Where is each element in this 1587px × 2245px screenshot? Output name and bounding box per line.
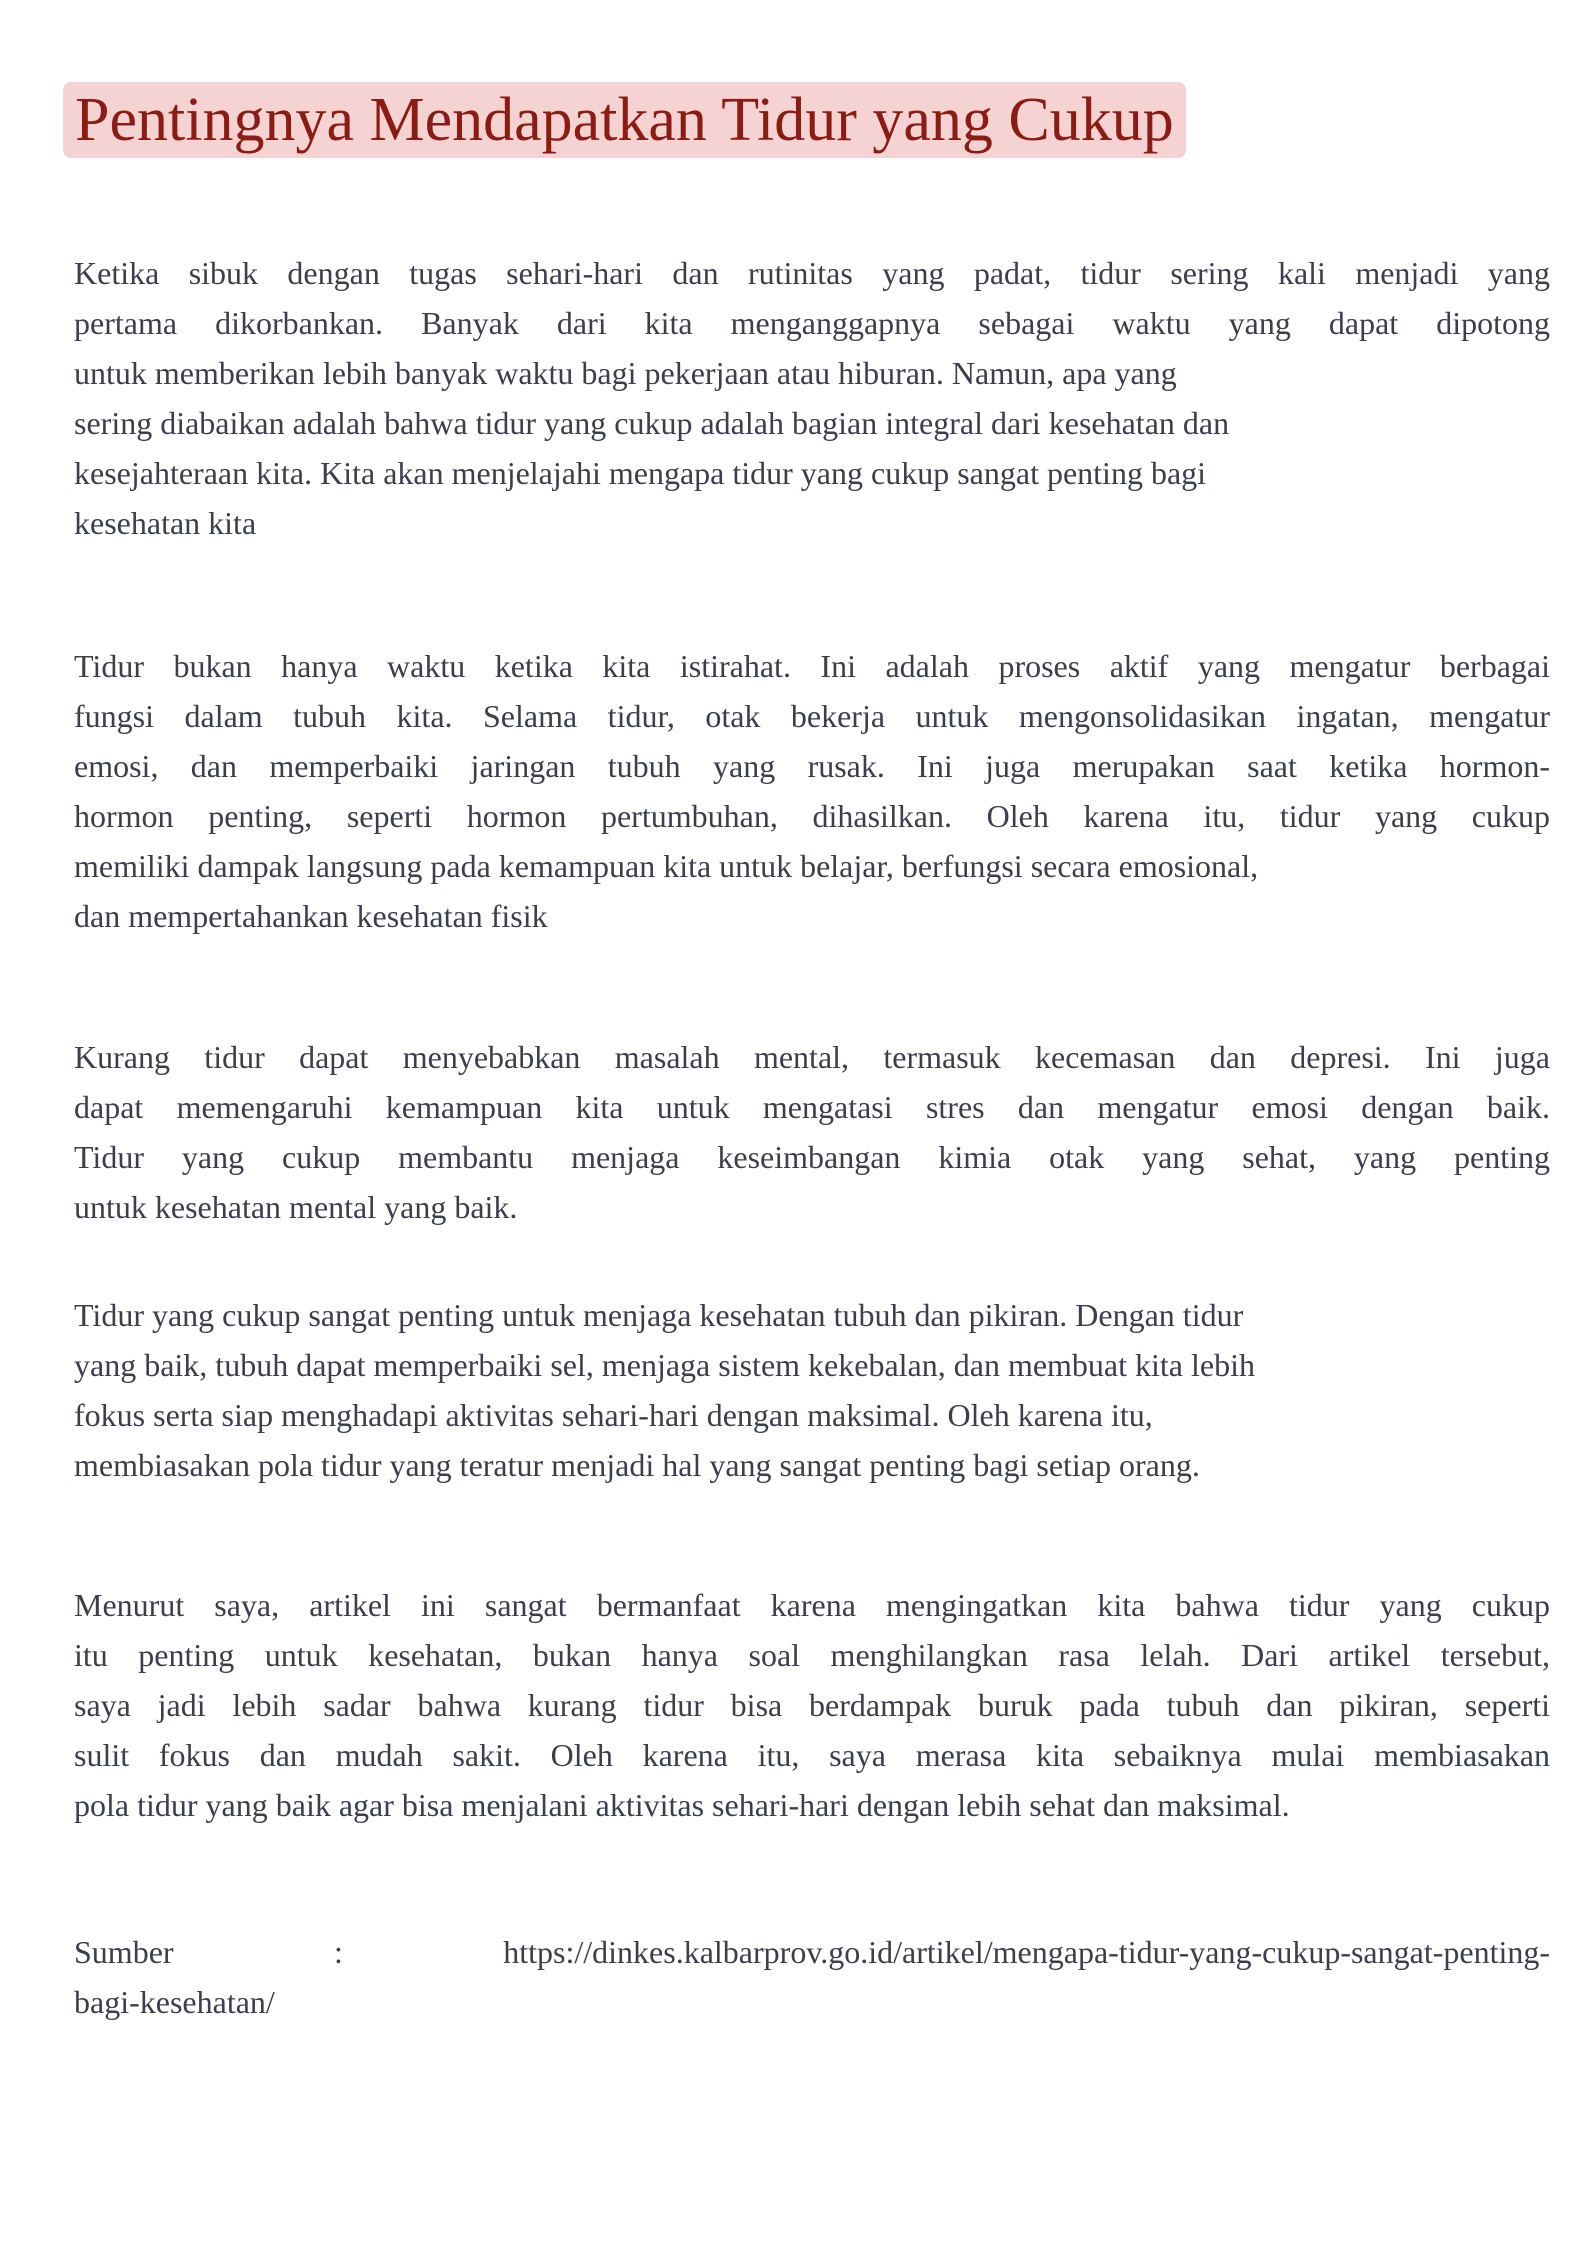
paragraph-line: untuk memberikan lebih banyak waktu bagi pekerjaan atau hiburan. Namun, apa yang bbox=[74, 355, 1177, 391]
source-label: Sumber bbox=[74, 1934, 174, 1970]
paragraph-line: saya jadi lebih sadar bahwa kurang tidur bisa berdampak buruk pada tubuh dan pikiran, seperti bbox=[74, 1687, 1550, 1723]
paragraph-intro bbox=[74, 248, 1550, 548]
paragraph-line: dapat memengaruhi kemampuan kita untuk mengatasi stres dan mengatur emosi dengan baik. bbox=[74, 1089, 1550, 1125]
source-url-continuation[interactable]: bagi-kesehatan/ bbox=[74, 1984, 275, 2020]
paragraph-line: hormon penting, seperti hormon pertumbuhan, dihasilkan. Oleh karena itu, tidur yang cukup bbox=[74, 798, 1550, 834]
paragraph-mental-health bbox=[74, 1032, 1550, 1232]
source-separator: : bbox=[333, 1934, 343, 1970]
paragraph-sleep-function bbox=[74, 641, 1550, 941]
paragraph-line: emosi, dan memperbaiki jaringan tubuh yang rusak. Ini juga merupakan saat ketika hormon- bbox=[74, 748, 1550, 784]
paragraph-line: itu penting untuk kesehatan, bukan hanya soal menghilangkan rasa lelah. Dari artikel tersebut, bbox=[74, 1637, 1550, 1673]
paragraph-line: Menurut saya, artikel ini sangat bermanfaat karena mengingatkan kita bahwa tidur yang cukup bbox=[74, 1587, 1550, 1623]
paragraph-line: memiliki dampak langsung pada kemampuan kita untuk belajar, berfungsi secara emosional, bbox=[74, 848, 1259, 884]
paragraph-line: membiasakan pola tidur yang teratur menjadi hal yang sangat penting bagi setiap orang. bbox=[74, 1447, 1200, 1483]
paragraph-line: yang baik, tubuh dapat memperbaiki sel, menjaga sistem kekebalan, dan membuat kita lebih bbox=[74, 1347, 1255, 1383]
paragraph-line: Tidur bukan hanya waktu ketika kita istirahat. Ini adalah proses aktif yang mengatur berbagai bbox=[74, 648, 1550, 684]
paragraph-line: Kurang tidur dapat menyebabkan masalah mental, termasuk kecemasan dan depresi. Ini juga bbox=[74, 1039, 1550, 1075]
paragraph-line: kesejahteraan kita. Kita akan menjelajahi mengapa tidur yang cukup sangat penting bagi bbox=[74, 455, 1207, 491]
paragraph-line: dan mempertahankan kesehatan fisik bbox=[74, 898, 548, 934]
paragraph-line: pertama dikorbankan. Banyak dari kita menganggapnya sebagai waktu yang dapat dipotong bbox=[74, 305, 1550, 341]
paragraph-line: sering diabaikan adalah bahwa tidur yang cukup adalah bagian integral dari kesehatan dan bbox=[74, 405, 1230, 441]
paragraph-body-mind bbox=[74, 1290, 1550, 1490]
paragraph-line: fungsi dalam tubuh kita. Selama tidur, otak bekerja untuk mengonsolidasikan ingatan, mengatur bbox=[74, 698, 1550, 734]
paragraph-line: sulit fokus dan mudah sakit. Oleh karena itu, saya merasa kita sebaiknya mulai membiasakan bbox=[74, 1737, 1550, 1773]
paragraph-line: Tidur yang cukup membantu menjaga keseimbangan kimia otak yang sehat, yang penting bbox=[74, 1139, 1550, 1175]
paragraph-line: Ketika sibuk dengan tugas sehari-hari dan rutinitas yang padat, tidur sering kali menjadi yang bbox=[74, 255, 1550, 291]
paragraph-opinion bbox=[74, 1580, 1550, 1830]
source-line bbox=[74, 1927, 1550, 1977]
paragraph-line: Tidur yang cukup sangat penting untuk menjaga kesehatan tubuh dan pikiran. Dengan tidur bbox=[74, 1297, 1244, 1333]
source-url[interactable]: https://dinkes.kalbarprov.go.id/artikel/mengapa-tidur-yang-cukup-sangat-penting- bbox=[503, 1934, 1551, 1970]
source-citation bbox=[74, 1927, 1550, 2027]
page-title: Pentingnya Mendapatkan Tidur yang Cukup bbox=[63, 82, 1186, 158]
paragraph-line: untuk kesehatan mental yang baik. bbox=[74, 1189, 518, 1225]
paragraph-line: pola tidur yang baik agar bisa menjalani aktivitas sehari-hari dengan lebih sehat dan maksimal. bbox=[74, 1787, 1290, 1823]
paragraph-line: kesehatan kita bbox=[74, 505, 257, 541]
paragraph-line: fokus serta siap menghadapi aktivitas sehari-hari dengan maksimal. Oleh karena itu, bbox=[74, 1397, 1153, 1433]
